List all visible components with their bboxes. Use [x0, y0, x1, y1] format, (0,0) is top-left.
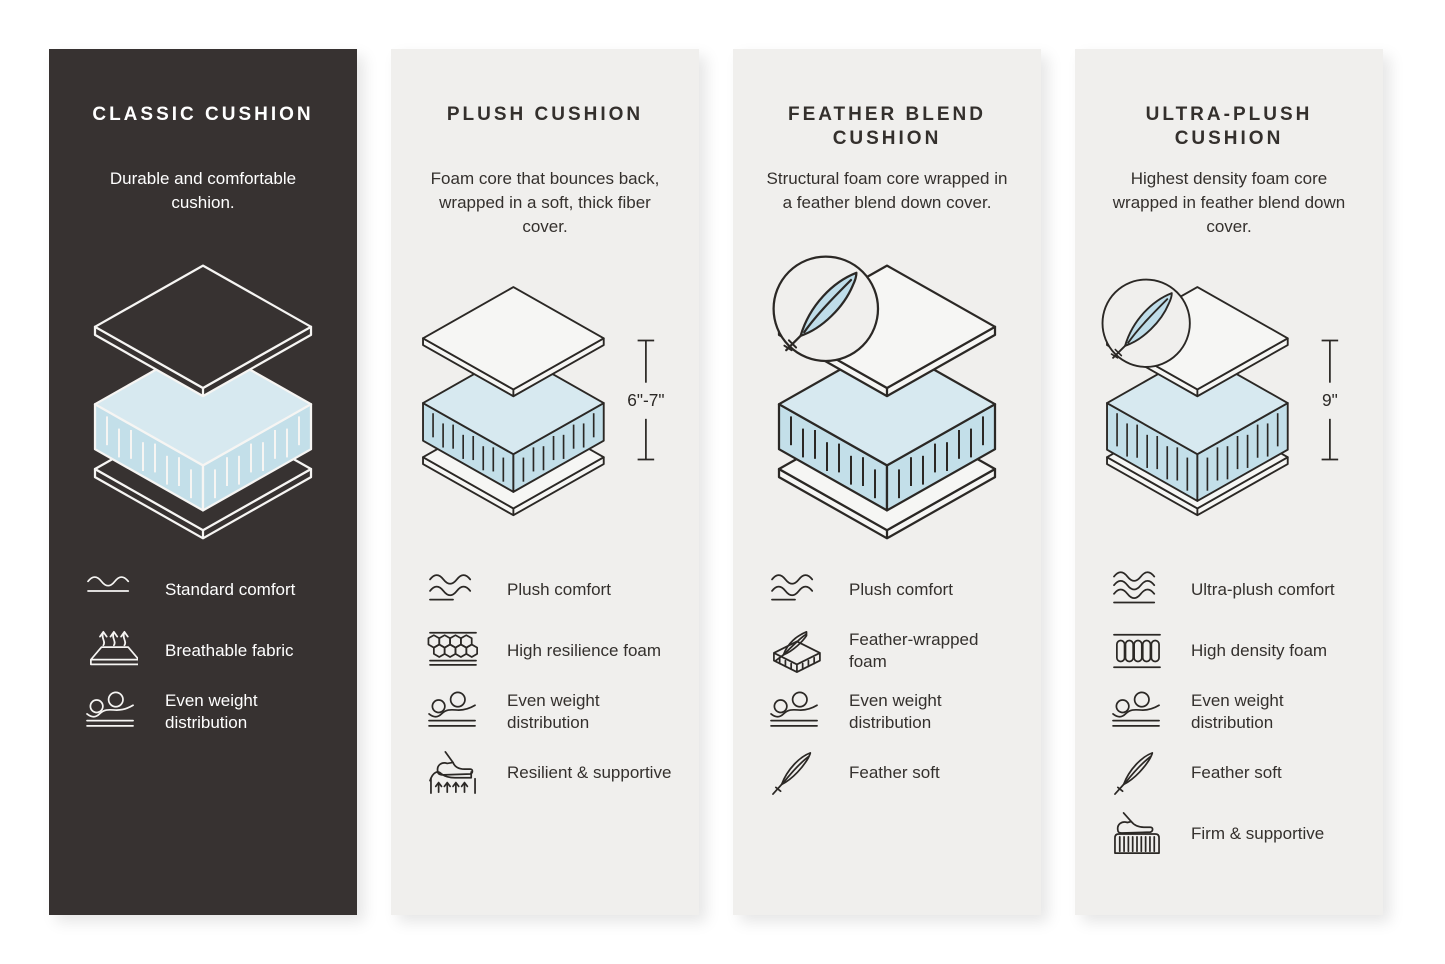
- feather-icon: [1110, 750, 1164, 796]
- cushion-layers-diagram: [1101, 253, 1357, 541]
- density-foam-icon: [1110, 628, 1164, 674]
- feature-icon-cell: [425, 567, 481, 613]
- card-title: FEATHER BLEND CUSHION: [787, 104, 987, 150]
- feature-icon-cell: [1109, 628, 1165, 674]
- thickness-measurement: [1322, 341, 1339, 460]
- feather-badge: [1103, 280, 1190, 367]
- feature-row: [425, 628, 673, 674]
- feature-row: [83, 567, 331, 613]
- wave-single-icon: [84, 567, 138, 613]
- diagram-area: [75, 251, 331, 543]
- feature-label: Plush comfort: [849, 579, 953, 599]
- diagram-area: [759, 251, 1015, 543]
- feature-row: [425, 750, 673, 796]
- feature-row: [1109, 689, 1357, 735]
- feature-list: [1101, 567, 1357, 857]
- feature-icon-cell: [83, 628, 139, 674]
- feature-row: [767, 567, 1015, 613]
- breathable-fabric-icon: [84, 628, 138, 674]
- card-title: ULTRA-PLUSH CUSHION: [1145, 104, 1313, 150]
- cushion-layers-diagram: [77, 253, 329, 541]
- card-description: Highest density foam core wrapped in feather blend down cover.: [1112, 169, 1346, 236]
- card-title: CLASSIC CUSHION: [92, 104, 314, 125]
- feature-icon-cell: [1109, 689, 1165, 735]
- feature-icon-cell: [1109, 811, 1165, 857]
- thickness-measurement-label: 6"-7": [627, 390, 665, 411]
- feature-label: Even weight distribution: [165, 690, 258, 732]
- feature-label: Standard comfort: [165, 579, 296, 599]
- even-weight-icon: [426, 689, 480, 735]
- wave-double-icon: [768, 567, 822, 613]
- feature-icon-cell: [425, 628, 481, 674]
- diagram-area: [417, 251, 673, 543]
- feature-row: [425, 567, 673, 613]
- honeycomb-foam-icon: [426, 628, 480, 674]
- feature-row: [767, 689, 1015, 735]
- card-description: Foam core that bounces back, wrapped in a soft, thick fiber cover.: [430, 169, 660, 236]
- cushion-layers-diagram: [417, 253, 673, 541]
- card-description: Structural foam core wrapped in a feather blend down cover.: [766, 169, 1008, 212]
- feature-label: Feather soft: [849, 762, 940, 782]
- feature-icon-cell: [83, 567, 139, 613]
- feature-row: [83, 628, 331, 674]
- feature-label: Feather-wrapped foam: [849, 629, 979, 671]
- feature-label: Even weight distribution: [849, 690, 942, 732]
- feature-row: [83, 689, 331, 735]
- feature-label: High resilience foam: [507, 640, 662, 660]
- feature-row: [1109, 628, 1357, 674]
- feather-badge: [774, 257, 878, 361]
- even-weight-icon: [768, 689, 822, 735]
- feature-icon-cell: [83, 689, 139, 735]
- feature-icon-cell: [425, 689, 481, 735]
- foot-firm-icon: [1110, 811, 1164, 857]
- feature-label: Resilient & supportive: [507, 762, 672, 782]
- feather-wrapped-foam-icon: [768, 628, 822, 674]
- wave-triple-icon: [1110, 567, 1164, 613]
- feature-label: Plush comfort: [507, 579, 611, 599]
- feature-label: Firm & supportive: [1191, 823, 1325, 843]
- cushion-layers-diagram: [761, 253, 1013, 541]
- feature-list: [759, 567, 1015, 796]
- thickness-measurement: [627, 341, 664, 460]
- feature-label: Ultra-plush comfort: [1191, 579, 1335, 599]
- feature-icon-cell: [767, 628, 823, 674]
- feature-list: [417, 567, 673, 796]
- feature-label: Feather soft: [1191, 762, 1282, 782]
- feature-row: [767, 750, 1015, 796]
- card-title: PLUSH CUSHION: [446, 104, 644, 125]
- feature-icon-cell: [1109, 567, 1165, 613]
- feature-icon-cell: [425, 750, 481, 796]
- card-feather-blend: [733, 49, 1041, 915]
- feather-icon: [768, 750, 822, 796]
- feature-label: High density foam: [1191, 640, 1328, 660]
- card-classic: [49, 49, 357, 915]
- feature-icon-cell: [767, 567, 823, 613]
- feature-row: [1109, 811, 1357, 857]
- wave-double-icon: [426, 567, 480, 613]
- feature-icon-cell: [767, 689, 823, 735]
- feature-label: Breathable fabric: [165, 640, 294, 660]
- feature-row: [1109, 567, 1357, 613]
- feature-row: [767, 628, 1015, 674]
- feature-row: [1109, 750, 1357, 796]
- feature-icon-cell: [767, 750, 823, 796]
- even-weight-icon: [84, 689, 138, 735]
- card-plush: [391, 49, 699, 915]
- feature-label: Even weight distribution: [507, 690, 600, 732]
- feature-icon-cell: [1109, 750, 1165, 796]
- feature-list: [75, 567, 331, 735]
- foot-resilient-icon: [426, 750, 480, 796]
- thickness-measurement-label: 9": [1322, 390, 1338, 411]
- card-description: Durable and comfortable cushion.: [109, 169, 297, 212]
- even-weight-icon: [1110, 689, 1164, 735]
- feature-label: Even weight distribution: [1191, 690, 1284, 732]
- feature-row: [425, 689, 673, 735]
- diagram-area: [1101, 251, 1357, 543]
- card-ultra-plush: [1075, 49, 1383, 915]
